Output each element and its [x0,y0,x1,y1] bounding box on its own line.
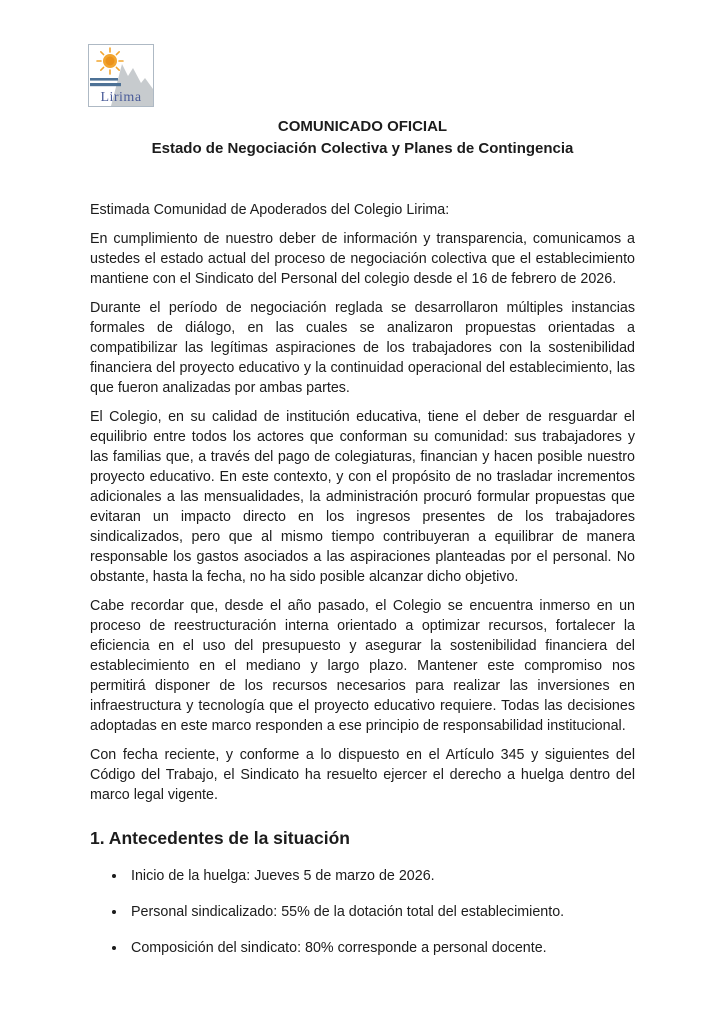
bullet-list [90,866,635,958]
list-item-personal-sindicalizado: • Personal sindicalizado: 55% de la dotación total del establecimiento. [127,902,635,922]
paragraph-1: En cumplimiento de nuestro deber de información y transparencia, comunicamos a ustedes el estado actual del proceso de negociación colectiva que el establecimiento mantiene con el Sindicato del Personal del colegio desde el 16 de febrero de 2026. [90,231,635,287]
logo-wordmark: Lirima [100,90,142,105]
list-item-composicion-sindicato: • Composición del sindicato: 80% corresponde a personal docente. [127,938,635,958]
salutation: Estimada Comunidad de Apoderados del Colegio Lirima: [90,202,450,218]
document-content [90,0,635,974]
paragraph-5: Con fecha reciente, y conforme a lo dispuesto en el Artículo 345 y siguientes del Código del Trabajo, el Sindicato ha resuelto ejercer el derecho a huelga dentro del marco legal vigente. [90,747,635,803]
list-item-inicio-huelga: • Inicio de la huelga: Jueves 5 de marzo de 2026. [127,866,635,886]
title-block [90,116,635,160]
document-title: COMUNICADO OFICIAL [277,118,448,135]
paragraph-2: Durante el período de negociación reglada se desarrollaron múltiples instancias formales de diálogo, en las cuales se analizaron propuestas orientadas a compatibilizar las legítimas aspiraciones de los trabajadores con la sostenibilidad financiera del proyecto educativo y la continuidad operacional del establecimiento, las que fueron analizadas por ambas partes. [90,300,635,396]
paragraph-3: El Colegio, en su calidad de institución educativa, tiene el deber de resguardar el equilibrio entre todos los actores que conforman su comunidad: sus trabajadores y las familias que, a través del pago de colegiaturas, financian y hacen posible nuestro proyecto educativo. En este contexto, y con el propósito de no trasladar incrementos adicionales a las mensualidades, la administración procuró formular propuestas que evitaran un impacto directo en los ingresos presentes de los trabajadores sindicalizados, pero que al mismo tiempo contribuyeran a equilibrar de manera responsable los gastos asociados a las aspiraciones planteadas por el personal. No obstante, hasta la fecha, no ha sido posible alcanzar dicho objetivo. [90,409,635,585]
section-heading-antecedentes: 1. Antecedentes de la situación [90,828,350,848]
document-subtitle: Estado de Negociación Colectiva y Planes de Contingencia [151,140,574,157]
paragraph-4: Cabe recordar que, desde el año pasado, el Colegio se encuentra inmerso en un proceso de reestructuración interna orientado a optimizar recursos, fortalecer la eficiencia en el uso del presupuesto y asegurar la sostenibilidad financiera del establecimiento en el mediano y largo plazo. Mantener este compromiso nos permitirá disponer de los recursos necesarios para realizar las inversiones en infraestructura y tecnología que el proyecto educativo requiere. Todas las decisiones adoptadas en este marco responden a ese principio de responsabilidad institucional. [90,598,635,734]
